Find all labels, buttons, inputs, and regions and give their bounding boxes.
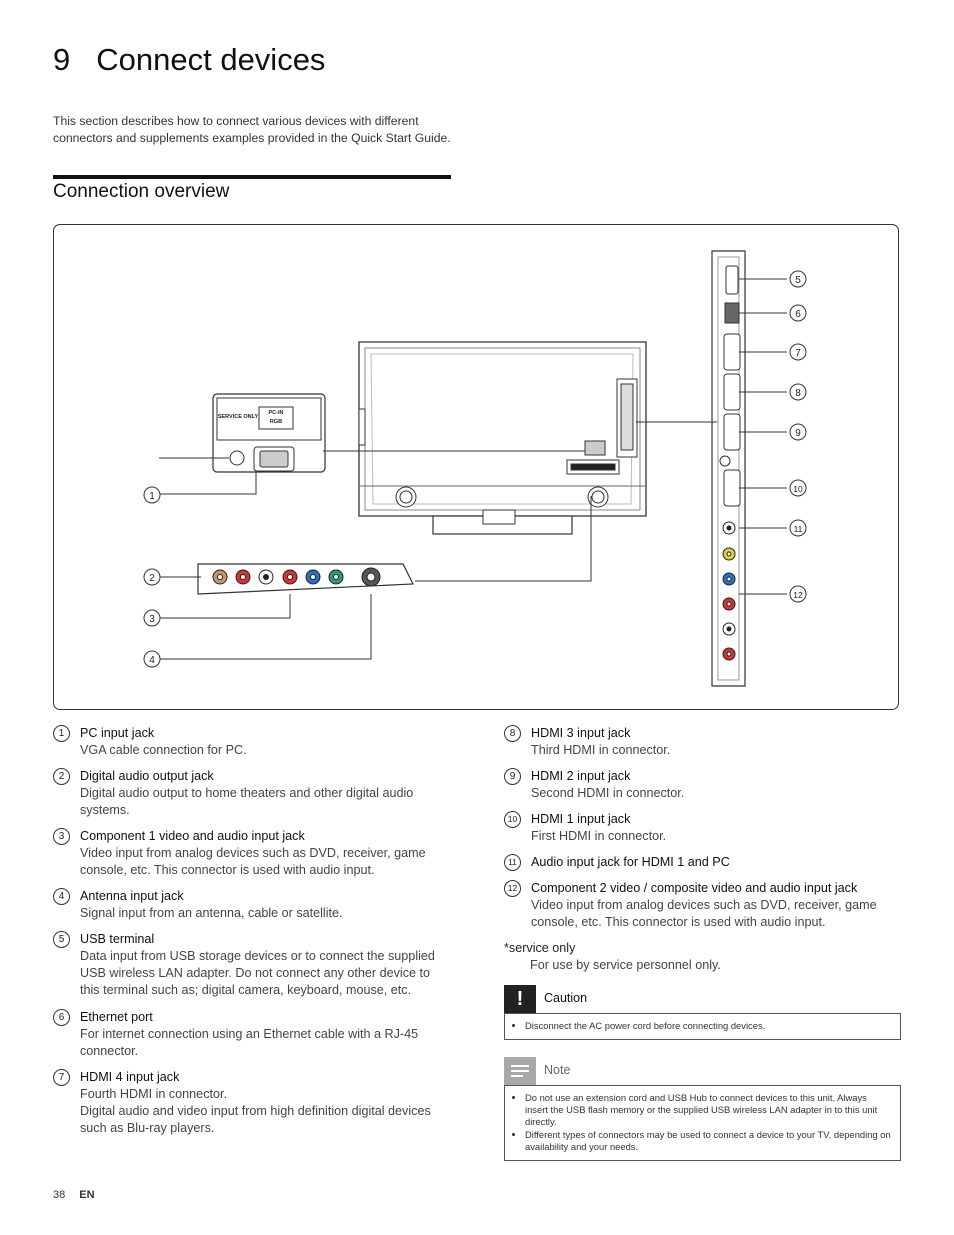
chapter-title-text: Connect devices bbox=[96, 42, 326, 77]
svg-text:1: 1 bbox=[149, 491, 155, 502]
diagram-callout-8 bbox=[790, 384, 806, 400]
item-number: 1 bbox=[53, 725, 70, 742]
caution-body bbox=[504, 1013, 901, 1040]
bottom-panel-outline bbox=[198, 564, 413, 594]
diagram-callout-7 bbox=[790, 344, 806, 360]
list-item bbox=[53, 931, 448, 999]
caution-header bbox=[504, 985, 901, 1013]
item-number: 4 bbox=[53, 888, 70, 905]
connection-diagram bbox=[53, 224, 899, 710]
svg-text:11: 11 bbox=[793, 524, 803, 534]
caution-bullet: • Disconnect the AC power cord before connecting devices. bbox=[525, 1020, 892, 1032]
item-description: Third HDMI in connector. bbox=[531, 743, 671, 757]
list-item bbox=[504, 854, 899, 871]
svg-text:7: 7 bbox=[795, 348, 801, 359]
note-body bbox=[504, 1085, 901, 1161]
item-description: Fourth HDMI in connector. bbox=[80, 1087, 227, 1101]
item-number: 12 bbox=[504, 880, 521, 897]
page-number: 38 bbox=[53, 1189, 66, 1201]
note-lines-icon bbox=[504, 1057, 536, 1085]
list-item bbox=[53, 1069, 448, 1137]
item-number: 3 bbox=[53, 828, 70, 845]
item-number: 9 bbox=[504, 768, 521, 785]
caution-label: Caution bbox=[544, 991, 588, 1005]
item-description: Digital audio output to home theaters and other digital audio systems. bbox=[80, 786, 414, 817]
item-heading: Digital audio output jack bbox=[80, 769, 214, 783]
note-bullet: • Different types of connectors may be used to connect a device to your TV, depending on availability and your needs. bbox=[525, 1129, 892, 1153]
diagram-callout-11 bbox=[790, 520, 806, 536]
item-heading: Antenna input jack bbox=[80, 889, 184, 903]
pc-in-label: PC-IN bbox=[268, 410, 284, 416]
svg-text:5: 5 bbox=[795, 275, 801, 286]
section-divider bbox=[53, 175, 451, 179]
item-heading: Component 2 video / composite video and audio input jack bbox=[531, 881, 858, 895]
item-description: Digital audio and video input from high definition digital devices such as Blu-ray players. bbox=[80, 1104, 431, 1135]
note-header bbox=[504, 1057, 901, 1085]
list-item bbox=[53, 828, 448, 879]
item-number: 8 bbox=[504, 725, 521, 742]
item-description: Data input from USB storage devices or to connect the supplied USB wireless LAN adapter. Do not connect any other device to this terminal such as; digital camera, keyboard, mouse, etc. bbox=[80, 949, 435, 997]
item-description: Signal input from an antenna, cable or satellite. bbox=[80, 906, 343, 920]
diagram-callout-2 bbox=[144, 569, 160, 585]
note-label: Note bbox=[544, 1063, 571, 1077]
item-number: 6 bbox=[53, 1009, 70, 1026]
item-heading: HDMI 2 input jack bbox=[531, 769, 631, 783]
diagram-callout-4 bbox=[144, 651, 160, 667]
list-item bbox=[53, 768, 448, 819]
note-bullet: • Do not use an extension cord and USB Hub to connect devices to this unit. Always insert the USB flash memory or the supplied USB wireless LAN adapter in to this unit directly. bbox=[525, 1092, 892, 1128]
diagram-callout-3 bbox=[144, 610, 160, 626]
item-heading: USB terminal bbox=[80, 932, 155, 946]
item-number: 10 bbox=[504, 811, 521, 828]
list-item bbox=[504, 811, 899, 845]
service-only-label: SERVICE ONLY bbox=[217, 414, 259, 420]
svg-text:10: 10 bbox=[793, 484, 803, 494]
intro-paragraph: This section describes how to connect various devices with different connectors and supplements examples provided in the Quick Start Guide. bbox=[53, 114, 451, 145]
diagram-callout-5 bbox=[790, 271, 806, 287]
item-description: Second HDMI in connector. bbox=[531, 786, 685, 800]
chapter-number: 9 bbox=[53, 42, 71, 77]
list-item bbox=[504, 880, 899, 931]
exclamation-icon: ! bbox=[504, 985, 536, 1013]
section-title: Connection overview bbox=[53, 181, 230, 202]
svg-text:8: 8 bbox=[795, 388, 801, 399]
item-heading: HDMI 3 input jack bbox=[531, 726, 631, 740]
item-description: For internet connection using an Ethernet cable with a RJ-45 connector. bbox=[80, 1027, 419, 1058]
item-description: VGA cable connection for PC. bbox=[80, 743, 247, 757]
item-heading: Component 1 video and audio input jack bbox=[80, 829, 305, 843]
item-description: Video input from analog devices such as DVD, receiver, game console, etc. This connector is used with audio input. bbox=[531, 898, 877, 929]
svg-text:6: 6 bbox=[795, 309, 801, 320]
item-heading: PC input jack bbox=[80, 726, 155, 740]
svg-text:2: 2 bbox=[149, 573, 155, 584]
item-heading: Ethernet port bbox=[80, 1010, 153, 1024]
item-description: First HDMI in connector. bbox=[531, 829, 667, 843]
item-number: 2 bbox=[53, 768, 70, 785]
diagram-callout-9 bbox=[790, 424, 806, 440]
item-heading: HDMI 1 input jack bbox=[531, 812, 631, 826]
language-code: EN bbox=[79, 1189, 95, 1201]
service-note-description: For use by service personnel only. bbox=[530, 958, 721, 972]
diagram-callout-12 bbox=[790, 586, 806, 602]
item-number: 11 bbox=[504, 854, 521, 871]
svg-text:3: 3 bbox=[149, 614, 155, 625]
list-item bbox=[53, 888, 448, 922]
svg-text:12: 12 bbox=[793, 590, 803, 600]
item-number: 5 bbox=[53, 931, 70, 948]
chapter-title bbox=[53, 42, 325, 78]
list-item bbox=[504, 725, 899, 759]
item-number: 7 bbox=[53, 1069, 70, 1086]
list-item bbox=[53, 725, 448, 759]
caution-box bbox=[504, 985, 901, 1040]
service-note bbox=[504, 940, 721, 974]
diagram-callout-1 bbox=[144, 487, 160, 503]
item-heading: Audio input jack for HDMI 1 and PC bbox=[531, 855, 730, 869]
list-item bbox=[53, 1009, 448, 1060]
service-note-heading: *service only bbox=[504, 941, 576, 955]
page-footer bbox=[53, 1189, 95, 1201]
svg-text:4: 4 bbox=[149, 655, 155, 666]
list-item bbox=[504, 768, 899, 802]
svg-text:9: 9 bbox=[795, 428, 801, 439]
item-description: Video input from analog devices such as DVD, receiver, game console, etc. This connector is used with audio input. bbox=[80, 846, 426, 877]
diagram-callout-6 bbox=[790, 305, 806, 321]
item-heading: HDMI 4 input jack bbox=[80, 1070, 180, 1084]
rgb-label: RGB bbox=[269, 419, 283, 425]
diagram-callout-10 bbox=[790, 480, 806, 496]
note-box bbox=[504, 1057, 901, 1161]
